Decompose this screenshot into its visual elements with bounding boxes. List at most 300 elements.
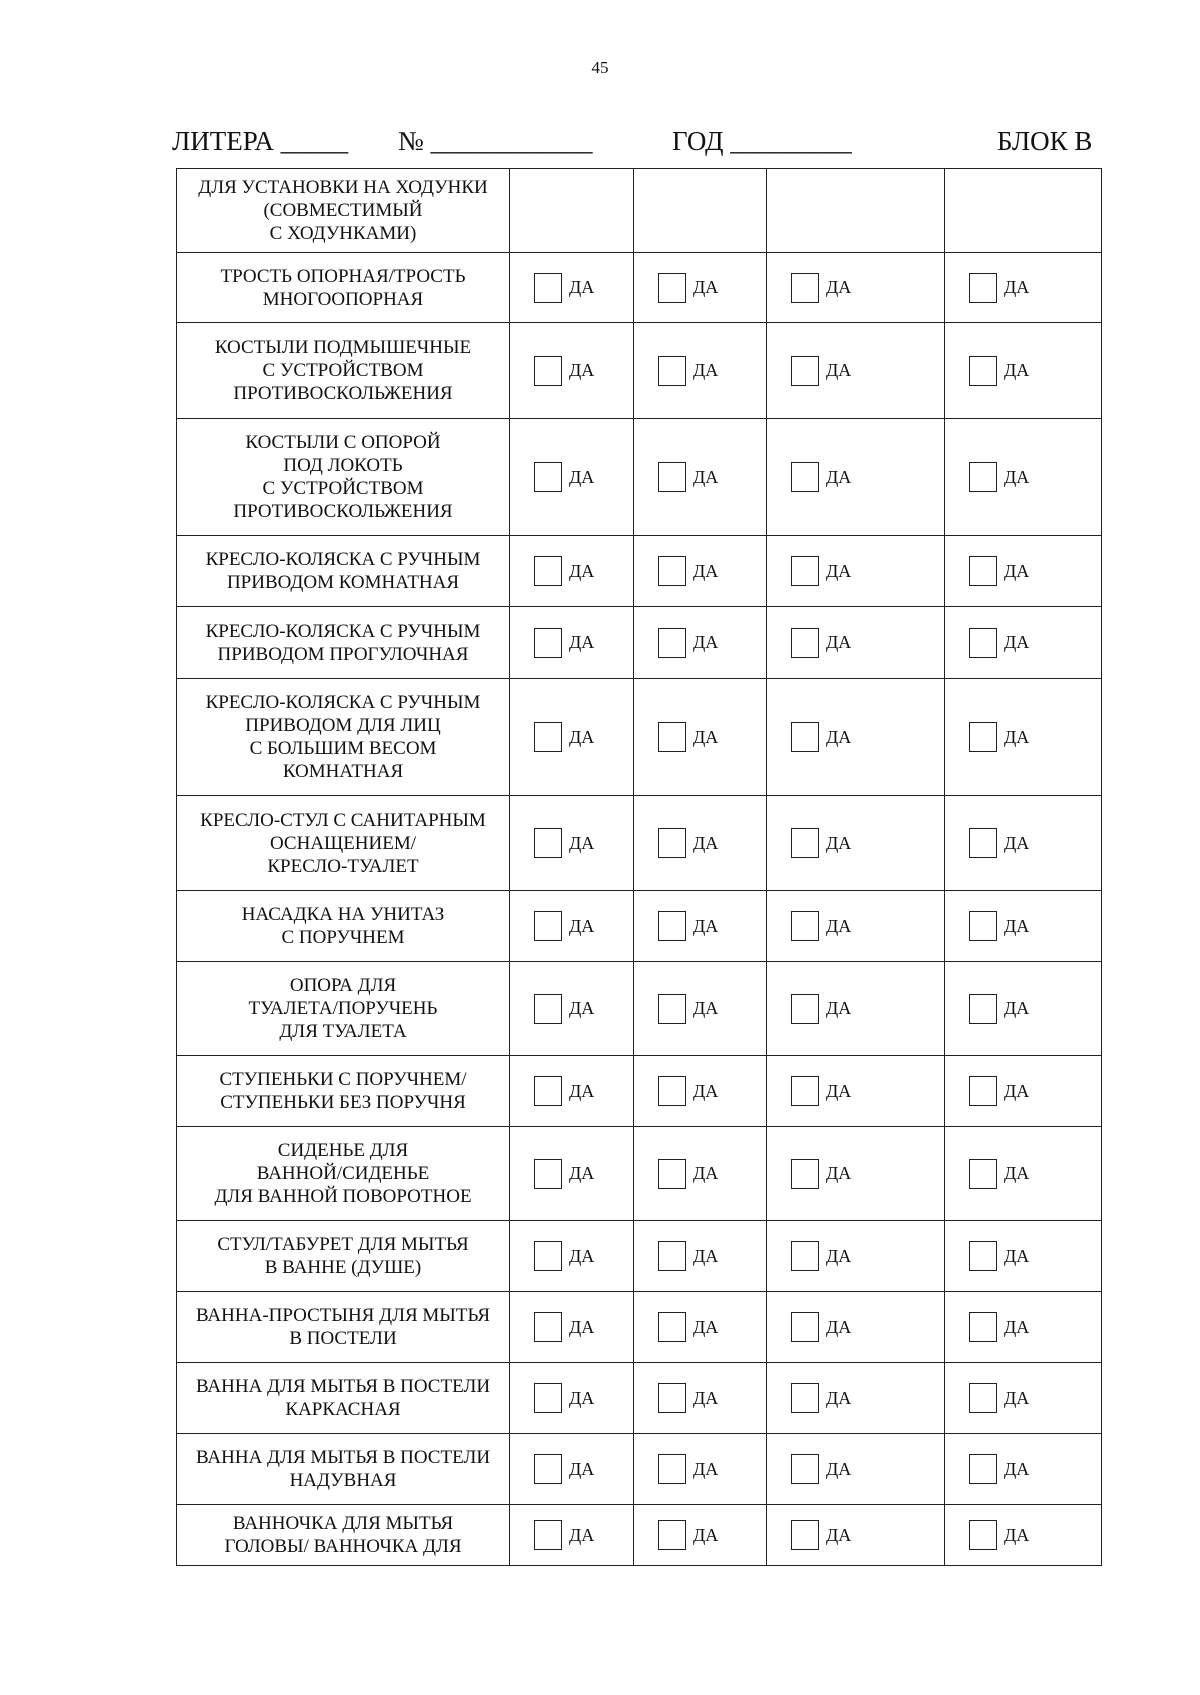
yes-option[interactable] bbox=[658, 911, 766, 941]
yes-label: ДА bbox=[569, 915, 595, 936]
yes-checkbox[interactable] bbox=[658, 356, 686, 386]
yes-label: ДА bbox=[1004, 832, 1030, 853]
option-cell bbox=[510, 607, 634, 679]
yes-label: ДА bbox=[1004, 632, 1030, 652]
yes-checkbox[interactable] bbox=[969, 1383, 997, 1413]
yes-label: ДА bbox=[693, 1080, 719, 1101]
yes-option[interactable] bbox=[534, 1454, 633, 1484]
yes-option[interactable] bbox=[658, 556, 766, 586]
yes-option[interactable] bbox=[658, 1520, 766, 1550]
yes-option[interactable] bbox=[658, 356, 766, 386]
yes-option[interactable] bbox=[658, 273, 766, 303]
item-label bbox=[177, 1505, 510, 1566]
yes-option[interactable] bbox=[969, 1159, 1101, 1189]
item-label-line: КОМНАТНАЯ bbox=[282, 761, 404, 782]
option-cell bbox=[510, 891, 634, 962]
option-cell bbox=[510, 1505, 634, 1566]
option-cell bbox=[945, 1363, 1102, 1434]
yes-option[interactable] bbox=[969, 462, 1101, 492]
yes-label: ДА bbox=[826, 915, 852, 936]
option-cell bbox=[510, 253, 634, 323]
option-cell bbox=[945, 169, 1102, 253]
year-field[interactable]: ГОД _________ bbox=[672, 126, 852, 156]
item-label-line: ВАННОЙ/СИДЕНЬЕ bbox=[256, 1163, 430, 1184]
yes-option[interactable] bbox=[658, 1159, 766, 1189]
yes-option[interactable] bbox=[534, 1520, 633, 1550]
yes-checkbox[interactable] bbox=[658, 556, 686, 586]
item-label-line: ТРОСТЬ ОПОРНАЯ/ТРОСТЬ bbox=[220, 265, 466, 287]
item-label-line: КАРКАСНАЯ bbox=[285, 1399, 401, 1420]
yes-option[interactable] bbox=[791, 556, 944, 586]
yes-label: ДА bbox=[693, 466, 719, 487]
item-label-line: ПРИВОДОМ ДЛЯ ЛИЦ bbox=[245, 715, 441, 736]
item-label-line: ТУАЛЕТА/ПОРУЧЕНЬ bbox=[248, 998, 438, 1019]
yes-label: ДА bbox=[1004, 726, 1030, 747]
item-label bbox=[177, 1056, 510, 1127]
item-label-line: ВАННА-ПРОСТЫНЯ ДЛЯ МЫТЬЯ bbox=[195, 1305, 491, 1326]
item-label-line: МНОГООПОРНАЯ bbox=[262, 288, 424, 310]
option-cell bbox=[510, 1127, 634, 1221]
yes-option[interactable] bbox=[534, 1241, 633, 1271]
item-label bbox=[177, 536, 510, 607]
yes-label: ДА bbox=[693, 277, 719, 297]
yes-checkbox[interactable] bbox=[534, 1520, 562, 1550]
yes-option[interactable] bbox=[658, 1312, 766, 1342]
item-label-line: КРЕСЛО-КОЛЯСКА С РУЧНЫМ bbox=[205, 549, 481, 570]
yes-checkbox[interactable] bbox=[658, 1159, 686, 1189]
yes-option[interactable] bbox=[969, 1241, 1101, 1271]
yes-checkbox[interactable] bbox=[791, 1454, 819, 1484]
item-label-line: ГОЛОВЫ/ ВАННОЧКА ДЛЯ bbox=[224, 1536, 462, 1557]
yes-label: ДА bbox=[693, 560, 719, 581]
yes-label: ДА bbox=[569, 1387, 595, 1408]
option-cell bbox=[634, 1363, 767, 1434]
item-label-line: СТУПЕНЬКИ БЕЗ ПОРУЧНЯ bbox=[220, 1092, 466, 1113]
litera-field[interactable]: ЛИТЕРА _____ bbox=[172, 126, 349, 156]
yes-option[interactable] bbox=[969, 1454, 1101, 1484]
yes-label: ДА bbox=[569, 1524, 595, 1545]
option-cell bbox=[510, 1221, 634, 1292]
yes-checkbox[interactable] bbox=[969, 1312, 997, 1342]
yes-checkbox[interactable] bbox=[534, 1076, 562, 1106]
yes-checkbox[interactable] bbox=[534, 273, 562, 303]
yes-option[interactable] bbox=[534, 828, 633, 858]
yes-option[interactable] bbox=[534, 1312, 633, 1342]
yes-option[interactable] bbox=[791, 722, 944, 752]
yes-checkbox[interactable] bbox=[534, 1241, 562, 1271]
option-cell bbox=[767, 891, 945, 962]
option-cell bbox=[945, 419, 1102, 536]
yes-option[interactable] bbox=[658, 462, 766, 492]
yes-checkbox[interactable] bbox=[969, 722, 997, 752]
item-label bbox=[177, 1292, 510, 1363]
option-cell bbox=[634, 323, 767, 419]
option-cell bbox=[767, 253, 945, 323]
yes-checkbox[interactable] bbox=[969, 911, 997, 941]
option-cell bbox=[945, 323, 1102, 419]
table-row bbox=[177, 1127, 1102, 1221]
yes-option[interactable] bbox=[534, 628, 633, 658]
yes-checkbox[interactable] bbox=[534, 1312, 562, 1342]
yes-checkbox[interactable] bbox=[969, 1454, 997, 1484]
option-cell bbox=[945, 1221, 1102, 1292]
table-row bbox=[177, 607, 1102, 679]
yes-option[interactable] bbox=[658, 1241, 766, 1271]
option-cell bbox=[634, 419, 767, 536]
option-cell bbox=[510, 1292, 634, 1363]
yes-checkbox[interactable] bbox=[534, 628, 562, 658]
yes-checkbox[interactable] bbox=[969, 1241, 997, 1271]
option-cell bbox=[510, 962, 634, 1056]
yes-checkbox[interactable] bbox=[791, 911, 819, 941]
yes-checkbox[interactable] bbox=[534, 828, 562, 858]
yes-option[interactable] bbox=[969, 556, 1101, 586]
yes-option[interactable] bbox=[534, 462, 633, 492]
yes-checkbox[interactable] bbox=[791, 1159, 819, 1189]
yes-label: ДА bbox=[569, 832, 595, 853]
item-label-line: ВАННА ДЛЯ МЫТЬЯ В ПОСТЕЛИ bbox=[195, 1447, 491, 1468]
yes-label: ДА bbox=[826, 1080, 852, 1101]
yes-label: ДА bbox=[693, 1387, 719, 1408]
item-label-line: КОСТЫЛИ ПОДМЫШЕЧНЫЕ bbox=[214, 337, 472, 358]
yes-checkbox[interactable] bbox=[969, 994, 997, 1024]
option-cell bbox=[767, 419, 945, 536]
yes-checkbox[interactable] bbox=[658, 1520, 686, 1550]
number-field[interactable]: № ____________ bbox=[398, 126, 593, 156]
yes-label: ДА bbox=[693, 1524, 719, 1545]
yes-label: ДА bbox=[693, 1458, 719, 1479]
yes-checkbox[interactable] bbox=[658, 722, 686, 752]
option-cell bbox=[945, 796, 1102, 891]
page-number: 45 bbox=[591, 58, 609, 77]
yes-checkbox[interactable] bbox=[791, 273, 819, 303]
yes-checkbox[interactable] bbox=[969, 556, 997, 586]
table-row bbox=[177, 169, 1102, 253]
yes-label: ДА bbox=[1004, 1387, 1030, 1408]
table-row bbox=[177, 1221, 1102, 1292]
yes-label: ДА bbox=[826, 832, 852, 853]
item-label-line: ВАННА ДЛЯ МЫТЬЯ В ПОСТЕЛИ bbox=[195, 1376, 491, 1397]
option-cell bbox=[634, 607, 767, 679]
option-cell bbox=[767, 796, 945, 891]
option-cell bbox=[767, 169, 945, 253]
item-label bbox=[177, 679, 510, 796]
item-label-line: С ПОРУЧНЕМ bbox=[281, 927, 405, 948]
yes-checkbox[interactable] bbox=[791, 994, 819, 1024]
yes-option[interactable] bbox=[534, 356, 633, 386]
yes-option[interactable] bbox=[534, 1159, 633, 1189]
yes-option[interactable] bbox=[969, 273, 1101, 303]
option-cell bbox=[945, 962, 1102, 1056]
yes-label: ДА bbox=[693, 1163, 719, 1183]
item-label-line: (СОВМЕСТИМЫЙ bbox=[263, 200, 423, 221]
yes-checkbox[interactable] bbox=[791, 1520, 819, 1550]
option-cell bbox=[510, 536, 634, 607]
option-cell bbox=[634, 253, 767, 323]
item-label bbox=[177, 1434, 510, 1505]
yes-checkbox[interactable] bbox=[658, 828, 686, 858]
option-cell bbox=[945, 1127, 1102, 1221]
yes-checkbox[interactable] bbox=[791, 1383, 819, 1413]
yes-option[interactable] bbox=[791, 1159, 944, 1189]
option-cell bbox=[945, 536, 1102, 607]
yes-label: ДА bbox=[826, 1524, 852, 1545]
yes-checkbox[interactable] bbox=[969, 356, 997, 386]
yes-label: ДА bbox=[569, 1316, 595, 1337]
yes-option[interactable] bbox=[969, 1076, 1101, 1106]
option-cell bbox=[945, 1505, 1102, 1566]
yes-checkbox[interactable] bbox=[969, 828, 997, 858]
yes-label: ДА bbox=[826, 1163, 852, 1183]
yes-option[interactable] bbox=[969, 911, 1101, 941]
yes-label: ДА bbox=[1004, 1316, 1030, 1337]
item-label bbox=[177, 962, 510, 1056]
yes-option[interactable] bbox=[969, 994, 1101, 1024]
option-cell bbox=[510, 1434, 634, 1505]
item-label bbox=[177, 323, 510, 419]
item-label-line: НАДУВНАЯ bbox=[289, 1470, 397, 1491]
yes-label: ДА bbox=[569, 277, 595, 297]
yes-checkbox[interactable] bbox=[658, 462, 686, 492]
yes-checkbox[interactable] bbox=[969, 1159, 997, 1189]
yes-checkbox[interactable] bbox=[791, 628, 819, 658]
table-row bbox=[177, 1292, 1102, 1363]
yes-option[interactable] bbox=[658, 1454, 766, 1484]
option-cell bbox=[767, 1434, 945, 1505]
yes-option[interactable] bbox=[791, 356, 944, 386]
yes-option[interactable] bbox=[969, 1383, 1101, 1413]
table-row bbox=[177, 253, 1102, 323]
option-cell bbox=[767, 1056, 945, 1127]
yes-option[interactable] bbox=[658, 722, 766, 752]
yes-checkbox[interactable] bbox=[791, 722, 819, 752]
yes-checkbox[interactable] bbox=[534, 994, 562, 1024]
yes-label: ДА bbox=[826, 998, 852, 1018]
equipment-table bbox=[176, 168, 1102, 1566]
item-label-line: КРЕСЛО-КОЛЯСКА С РУЧНЫМ bbox=[205, 692, 481, 713]
option-cell bbox=[767, 1221, 945, 1292]
yes-label: ДА bbox=[693, 1316, 719, 1337]
option-cell bbox=[510, 1056, 634, 1127]
yes-checkbox[interactable] bbox=[791, 556, 819, 586]
yes-option[interactable] bbox=[791, 1454, 944, 1484]
item-label-line: ВАННОЧКА ДЛЯ МЫТЬЯ bbox=[232, 1513, 454, 1534]
option-cell bbox=[634, 1505, 767, 1566]
item-label bbox=[177, 253, 510, 323]
option-cell bbox=[510, 679, 634, 796]
option-cell bbox=[767, 607, 945, 679]
yes-option[interactable] bbox=[791, 994, 944, 1024]
yes-label: ДА bbox=[569, 1245, 595, 1266]
yes-option[interactable] bbox=[534, 994, 633, 1024]
yes-checkbox[interactable] bbox=[534, 722, 562, 752]
yes-checkbox[interactable] bbox=[791, 1076, 819, 1106]
option-cell bbox=[510, 796, 634, 891]
yes-label: ДА bbox=[1004, 1080, 1030, 1101]
yes-checkbox[interactable] bbox=[791, 462, 819, 492]
yes-option[interactable] bbox=[791, 1383, 944, 1413]
yes-checkbox[interactable] bbox=[658, 911, 686, 941]
yes-checkbox[interactable] bbox=[534, 1159, 562, 1189]
option-cell bbox=[634, 536, 767, 607]
yes-checkbox[interactable] bbox=[534, 911, 562, 941]
table-body bbox=[177, 169, 1102, 1566]
yes-option[interactable] bbox=[791, 1076, 944, 1106]
yes-option[interactable] bbox=[969, 628, 1101, 658]
item-label-line: ДЛЯ УСТАНОВКИ НА ХОДУНКИ bbox=[198, 177, 488, 198]
yes-option[interactable] bbox=[658, 828, 766, 858]
option-cell bbox=[767, 962, 945, 1056]
option-cell bbox=[510, 169, 634, 253]
yes-label: ДА bbox=[826, 1387, 852, 1408]
option-cell bbox=[767, 1292, 945, 1363]
yes-label: ДА bbox=[693, 726, 719, 747]
yes-option[interactable] bbox=[791, 273, 944, 303]
option-cell bbox=[634, 1127, 767, 1221]
item-label bbox=[177, 1221, 510, 1292]
item-label-line: КОСТЫЛИ С ОПОРОЙ bbox=[245, 432, 441, 453]
yes-option[interactable] bbox=[534, 1076, 633, 1106]
table-row bbox=[177, 1434, 1102, 1505]
option-cell bbox=[767, 679, 945, 796]
yes-option[interactable] bbox=[791, 628, 944, 658]
option-cell bbox=[634, 1292, 767, 1363]
item-label-line: ОСНАЩЕНИЕМ/ bbox=[269, 832, 417, 854]
yes-checkbox[interactable] bbox=[658, 1312, 686, 1342]
yes-option[interactable] bbox=[658, 1383, 766, 1413]
yes-option[interactable] bbox=[969, 828, 1101, 858]
yes-checkbox[interactable] bbox=[534, 1454, 562, 1484]
yes-checkbox[interactable] bbox=[791, 1241, 819, 1271]
yes-checkbox[interactable] bbox=[658, 1241, 686, 1271]
yes-checkbox[interactable] bbox=[969, 628, 997, 658]
yes-checkbox[interactable] bbox=[534, 556, 562, 586]
item-label bbox=[177, 169, 510, 253]
yes-checkbox[interactable] bbox=[658, 1454, 686, 1484]
option-cell bbox=[767, 323, 945, 419]
option-cell bbox=[634, 1056, 767, 1127]
yes-label: ДА bbox=[826, 466, 852, 487]
yes-label: ДА bbox=[1004, 998, 1030, 1018]
yes-option[interactable] bbox=[969, 722, 1101, 752]
yes-label: ДА bbox=[569, 466, 595, 487]
item-label bbox=[177, 796, 510, 891]
yes-checkbox[interactable] bbox=[658, 1076, 686, 1106]
item-label-line: ОПОРА ДЛЯ bbox=[289, 975, 397, 996]
item-label-line: С УСТРОЙСТВОМ bbox=[262, 478, 424, 499]
yes-checkbox[interactable] bbox=[791, 356, 819, 386]
item-label-line: ПРИВОДОМ ПРОГУЛОЧНАЯ bbox=[217, 643, 469, 665]
yes-option[interactable] bbox=[534, 911, 633, 941]
yes-label: ДА bbox=[1004, 915, 1030, 936]
yes-option[interactable] bbox=[534, 722, 633, 752]
yes-option[interactable] bbox=[791, 1520, 944, 1550]
yes-option[interactable] bbox=[658, 1076, 766, 1106]
yes-checkbox[interactable] bbox=[658, 994, 686, 1024]
option-cell bbox=[634, 1221, 767, 1292]
yes-option[interactable] bbox=[791, 1312, 944, 1342]
yes-option[interactable] bbox=[791, 911, 944, 941]
option-cell bbox=[634, 169, 767, 253]
item-label bbox=[177, 607, 510, 679]
yes-checkbox[interactable] bbox=[969, 1520, 997, 1550]
yes-checkbox[interactable] bbox=[791, 828, 819, 858]
yes-option[interactable] bbox=[791, 828, 944, 858]
yes-label: ДА bbox=[569, 632, 595, 652]
yes-label: ДА bbox=[1004, 466, 1030, 487]
yes-checkbox[interactable] bbox=[658, 628, 686, 658]
yes-option[interactable] bbox=[969, 1312, 1101, 1342]
option-cell bbox=[945, 253, 1102, 323]
yes-label: ДА bbox=[826, 560, 852, 581]
yes-option[interactable] bbox=[791, 462, 944, 492]
item-label-line: ПОД ЛОКОТЬ bbox=[283, 455, 403, 476]
yes-option[interactable] bbox=[534, 1383, 633, 1413]
yes-option[interactable] bbox=[791, 1241, 944, 1271]
yes-label: ДА bbox=[569, 998, 595, 1018]
item-label bbox=[177, 419, 510, 536]
item-label-line: СИДЕНЬЕ ДЛЯ bbox=[277, 1140, 409, 1161]
yes-option[interactable] bbox=[534, 556, 633, 586]
yes-label: ДА bbox=[693, 832, 719, 853]
yes-option[interactable] bbox=[658, 994, 766, 1024]
yes-checkbox[interactable] bbox=[534, 462, 562, 492]
table-row bbox=[177, 796, 1102, 891]
yes-label: ДА bbox=[1004, 277, 1030, 297]
form-header bbox=[172, 126, 1097, 160]
option-cell bbox=[945, 1056, 1102, 1127]
yes-option[interactable] bbox=[969, 1520, 1101, 1550]
yes-checkbox[interactable] bbox=[534, 1383, 562, 1413]
table-row bbox=[177, 1363, 1102, 1434]
option-cell bbox=[634, 962, 767, 1056]
yes-label: ДА bbox=[826, 1245, 852, 1266]
option-cell bbox=[634, 1434, 767, 1505]
item-label-line: ДЛЯ ТУАЛЕТА bbox=[279, 1021, 407, 1042]
yes-label: ДА bbox=[826, 726, 852, 747]
table-row bbox=[177, 1505, 1102, 1566]
yes-option[interactable] bbox=[534, 273, 633, 303]
yes-label: ДА bbox=[1004, 360, 1030, 380]
yes-label: ДА bbox=[826, 360, 852, 380]
yes-option[interactable] bbox=[969, 356, 1101, 386]
yes-label: ДА bbox=[1004, 1163, 1030, 1183]
option-cell bbox=[634, 796, 767, 891]
option-cell bbox=[945, 891, 1102, 962]
yes-checkbox[interactable] bbox=[534, 356, 562, 386]
yes-checkbox[interactable] bbox=[969, 1076, 997, 1106]
yes-checkbox[interactable] bbox=[969, 462, 997, 492]
table-row bbox=[177, 1056, 1102, 1127]
yes-label: ДА bbox=[693, 360, 719, 380]
item-label-line: С УСТРОЙСТВОМ bbox=[262, 360, 424, 381]
yes-label: ДА bbox=[826, 632, 852, 652]
yes-checkbox[interactable] bbox=[658, 273, 686, 303]
yes-option[interactable] bbox=[658, 628, 766, 658]
yes-checkbox[interactable] bbox=[969, 273, 997, 303]
yes-checkbox[interactable] bbox=[658, 1383, 686, 1413]
item-label bbox=[177, 1127, 510, 1221]
option-cell bbox=[510, 323, 634, 419]
option-cell bbox=[510, 419, 634, 536]
yes-label: ДА bbox=[826, 1458, 852, 1479]
item-label bbox=[177, 1363, 510, 1434]
yes-label: ДА bbox=[693, 998, 719, 1018]
yes-label: ДА bbox=[1004, 1524, 1030, 1545]
item-label bbox=[177, 891, 510, 962]
item-label-line: ПРИВОДОМ КОМНАТНАЯ bbox=[226, 572, 460, 593]
yes-checkbox[interactable] bbox=[791, 1312, 819, 1342]
